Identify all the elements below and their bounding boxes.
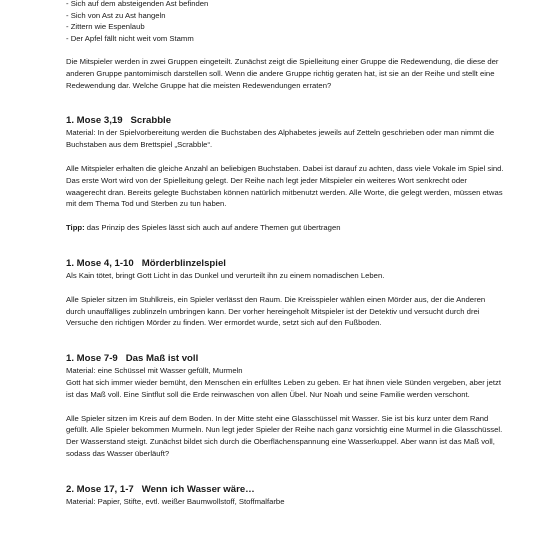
- section-heading-das-mass-ist-voll: [66, 353, 506, 365]
- section-name: Wenn ich Wasser wäre…: [141, 483, 255, 495]
- section-name: Mörderblinzelspiel: [141, 257, 226, 269]
- section-paragraph: Alle Mitspieler erhalten die gleiche Anzahl an beliebigen Buchstaben. Dabei ist darauf zu achten, dass viele Vokale im Spiel sind. Das erste Wort wird von der Spielleitung gelegt. Der Reihe nach legt jeder Mitspieler ein weiteres Wort senkrecht oder waagerecht dran. Bereits gelegte Buchstaben können natürlich mitbenutzt werden. Alle Worte, die gelegt werden, müssen etwas mit dem Thema Tod und Sterben zu tun haben.: [66, 163, 504, 209]
- section-name: Das Maß ist voll: [125, 353, 199, 365]
- idiom-list: [66, 0, 506, 44]
- list-item: - Sich auf dem absteigenden Ast befinden: [66, 0, 209, 8]
- section-paragraph: Als Kain tötet, bringt Gott Licht in das Dunkel und verurteilt ihn zu einem nomadischen Leben.: [66, 270, 385, 280]
- section-paragraph: Material: In der Spielvorbereitung werden die Buchstaben des Alphabetes jeweils auf Zetteln geschrieben oder man nimmt die Buchstaben aus dem Brettspiel „Scrabble“.: [66, 128, 495, 150]
- document-body: [66, 0, 506, 508]
- section-paragraph: Material: eine Schüssel mit Wasser gefüllt, Murmeln: [66, 366, 243, 376]
- tip-text: das Prinzip des Spieles lässt sich auch auf andere Themen gut übertragen: [84, 223, 341, 233]
- intro-paragraph: Die Mitspieler werden in zwei Gruppen eingeteilt. Zunächst zeigt die Spielleitung einer Gruppe die Redewendung, die diese der anderen Gruppe pantomimisch darstellen soll. Wenn die andere Gruppe richtig geraten hat, ist sie an der Reihe und stellt eine Redewendung dar. Welche Gruppe hat die meisten Redewendungen erraten?: [66, 57, 499, 90]
- section-name: Scrabble: [130, 115, 172, 127]
- section-ref: 1. Mose 3,19: [66, 115, 123, 127]
- section-paragraph: Gott hat sich immer wieder bemüht, den Menschen ein erfülltes Leben zu geben. Er hat ihnen viele Sünden vergeben, aber jetzt ist das Maß voll. Eine Sintflut soll die Erde reinwaschen von allen Übel. Nur Noah und seine Familie werden verschont.: [66, 377, 502, 399]
- section-paragraph: Alle Spieler sitzen im Stuhlkreis, ein Spieler verlässt den Raum. Die Kreisspieler wählen einen Mörder aus, der die Anderen durch unauffälliges zublinzeln umbringen kann. Der vorher hereingeholt Mitspieler ist der Detektiv und versucht durch drei Versuche den richtigen Mörder zu finden. Wer ermordet wurde, setzt sich auf den Fußboden.: [66, 294, 486, 328]
- section-ref: 2. Mose 17, 1-7: [66, 483, 134, 495]
- section-heading-wenn-ich-wasser-waere: [66, 484, 506, 496]
- section-paragraph: Alle Spieler sitzen im Kreis auf dem Boden. In der Mitte steht eine Glasschüssel mit Wasser. Sie ist bis kurz unter dem Rand gefüllt. Alle Spieler bekommen Murmeln. Nun legt jeder Spieler der Reihe nach ganz vorsichtig eine Murmel in die Glasschüssel. Der Wasserstand steigt. Zunächst bildet sich durch die Oberflächenspannung eine Wasserkuppel. Aber wann ist das Maß voll, sodass das Wasser überläuft?: [66, 413, 503, 458]
- tip-label: Tipp:: [66, 223, 85, 233]
- tip-paragraph: [66, 222, 506, 234]
- list-item: - Sich von Ast zu Ast hangeln: [66, 10, 166, 20]
- section-heading-moerderblinzelspiel: [66, 258, 506, 270]
- list-item: - Zittern wie Espenlaub: [66, 22, 145, 31]
- section-heading-scrabble: [66, 115, 506, 127]
- section-paragraph: Material: Papier, Stifte, evtl. weißer Baumwollstoff, Stoffmalfarbe: [66, 496, 285, 506]
- section-ref: 1. Mose 7-9: [66, 353, 118, 365]
- section-ref: 1. Mose 4, 1-10: [66, 257, 134, 269]
- list-item: - Der Apfel fällt nicht weit vom Stamm: [66, 33, 194, 43]
